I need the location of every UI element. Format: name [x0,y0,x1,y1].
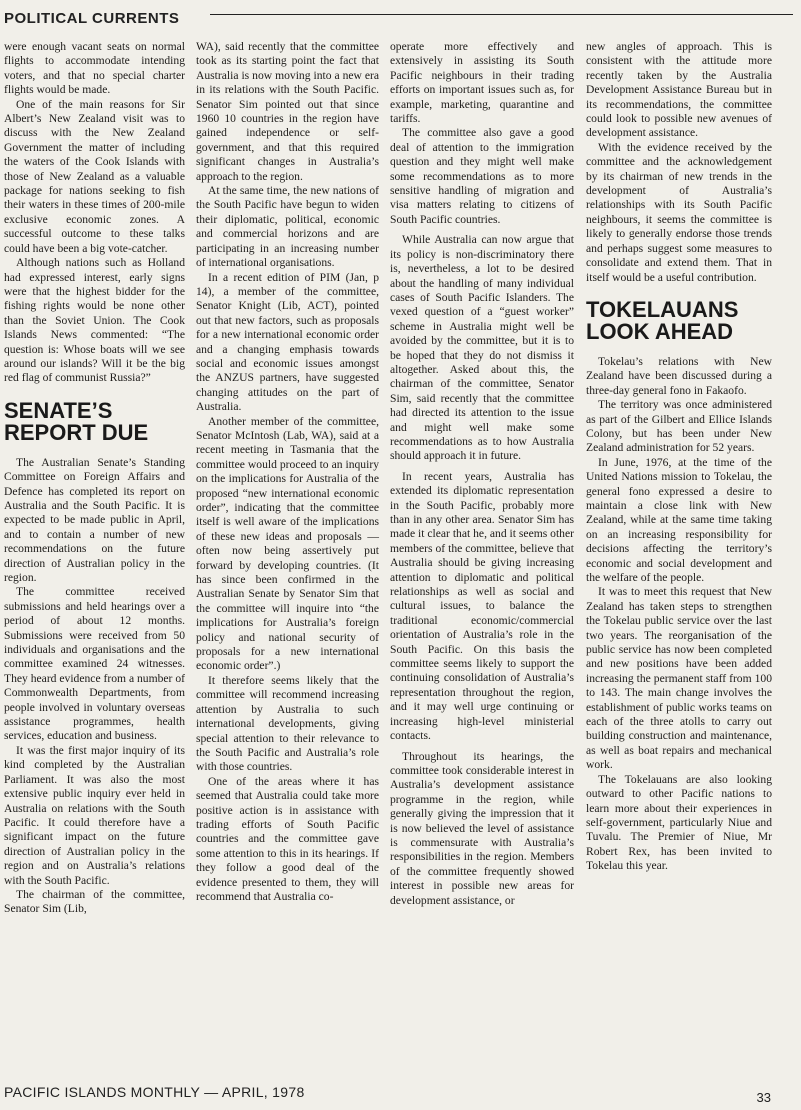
paragraph: The committee also gave a good deal of attention to the immigration question and they might well make some recommendations as to more sensitive handling of migration and visa matters relating to citizens of South Pacific countries. [390,126,574,226]
paragraph: WA), said recently that the committee took as its starting point the fact that Australia is now moving into a new era in its relations with the South Pacific. Senator Sim pointed out that since 1960 10 countries in the region have gained independence or self-government, and that this required significant changes in Australia’s approach to the region. [196,40,379,183]
paragraph: In a recent edition of PIM (Jan, p 14), a member of the committee, Senator Knight (Lib, ACT), pointed out that new factors, such as proposals for a new international economic order and a changing emphasis towards social and economic issues amongst the ANZUS partners, have suggested changing attitudes on the part of Australia. [196,270,379,414]
paragraph: The chairman of the committee, Senator Sim (Lib, [4,887,185,916]
paragraph: The Tokelauans are also looking outward to other Pacific nations to learn more about their experiences in self-government, particularly Niue and Tuvalu. The Premier of Niue, Mr Robert Rex, has been invited to Tokelau this year. [586,772,772,873]
column-3 [390,40,574,908]
paragraph: It therefore seems likely that the committee will recommend increasing attention by Australia to such international developments, giving special attention to their relevance to the South Pacific and Australia’s role with those countries. [196,673,379,774]
paragraph: operate more effectively and extensively in assisting its South Pacific neighbours in their trading efforts on important issues such as, for example, marketing, quarantine and tariffs. [390,40,574,126]
paragraph: It was to meet this request that New Zealand has taken steps to strengthen the Tokelau public service over the last two years. The reorganisation of the public service has now been completed and new positions have been added increasing the permanent staff from 100 to 143. The main change involves the establishment of public works teams on each of the three atolls to carry out building construction and maintenance, as well as boat repairs and mechanical work. [586,585,772,772]
header-rule [210,14,793,15]
column-4 [586,40,772,874]
column-1 [4,40,185,917]
article-heading-tokelau: TOKELAUANS LOOK AHEAD [586,296,739,344]
paragraph: The committee received submissions and held hearings over a period of about 12 months. Submissions were received from 50 individuals and organisations and the committee examined 24 witnesses. They heard evidence from a number of Commonwealth Departments, from people involved in voluntary overseas assistance programmes, health services, education and business. [4,585,185,743]
paragraph: In recent years, Australia has extended its diplomatic representation in the South Pacific, probably more than in any other area. Senator Sim has made it clear that he, and it seems other members of the committee, believe that Australia should be giving increasing attention to diplomatic and political relationships as well as social and cultural issues, to balance the traditional economic/commercial orientation of Australia’s role in the South Pacific. On this basis the committee seems likely to support the continuing consolidation of Australia’s representation throughout the region, and it may well urge continuing or increasing high-level ministerial contacts. [390,469,574,743]
paragraph: It was the first major inquiry of its kind completed by the Australian Parliament. It was also the most extensive public inquiry ever held in Australia on relations with the South Pacific. It could therefore have a significant impact on the future direction of Australian policy in the region and on Australia’s relations with the South Pacific. [4,743,185,887]
paragraph: Tokelau’s relations with New Zealand have been discussed during a three-day general fono in Fakaofo. [586,354,772,397]
article-heading-senate: SENATE’S REPORT DUE [4,397,149,445]
section-title: POLITICAL CURRENTS [4,10,180,27]
paragraph: were enough vacant seats on normal flights to accommodate intending voters, and that no special charter flights would be made. [4,40,185,97]
paragraph: Throughout its hearings, the committee took considerable interest in Australia’s development assistance programme in the region, while generally giving the impression that it is now believed the level of assistance is commensurate with Australia’s responsibilities in the region. Members of the committee frequently showed interest in possible new areas for development assistance, or [390,749,574,907]
publication-footer: PACIFIC ISLANDS MONTHLY — APRIL, 1978 [4,1084,305,1100]
paragraph: Although nations such as Holland had expressed interest, early signs were that the highest bidder for the fishing rights would be none other than the Soviet Union. The Cook Islands News commented: “The question is: Whose boats will we see around our islands? Will it be the big red flag of communist Russia?” [4,256,185,385]
paragraph: With the evidence received by the committee and the acknowledgement by its chairman of new trends in the development of Australia’s relationships with its South Pacific neighbours, it seems the committee is likely to generally endorse those trends and perhaps suggest some measures to consolidate and extend them. That in itself would be a useful contribution. [586,140,772,284]
page-number: 33 [756,1090,771,1105]
page-header [4,10,793,32]
column-2 [196,40,379,904]
paragraph: While Australia can now argue that its policy is non-discriminatory there is, nevertheless, a lot to be desired about the handling of many individual cases of South Pacific Islanders. The vexed question of a “guest worker” scheme in Australia might well be avoided by the committee, but it is to be hoped that they do not dismiss it altogether. Asked about this, the chairman of the committee, Senator Sim, said recently that the committee had directed its attention to the issue and might well make some recommendations as to how Australia should approach it in future. [390,233,574,463]
paragraph: One of the main reasons for Sir Albert’s New Zealand visit was to discuss with the New Zealand Government the matter of including the waters of the Cook Islands with those of New Zealand as a valuable package for nations seeking to fish their waters in these times of 200-mile exclusive economic zones. A successful outcome to these talks could have been a big vote-catcher. [4,97,185,255]
paragraph: The territory was once administered as part of the Gilbert and Ellice Islands Colony, but has been under New Zealand administration for 52 years. [586,398,772,455]
paragraph: The Australian Senate’s Standing Committee on Foreign Affairs and Defence has completed its report on Australia and the South Pacific. It is expected to be made public in April, and to contain a number of new recommendations on the future direction of Australian policy in the region. [4,455,185,584]
paragraph: Another member of the committee, Senator McIntosh (Lab, WA), said at a recent meeting in Tasmania that the committee would proceed to an inquiry on the implications for Australia of the proposed “new international economic order”, indicating that the committee itself is well aware of the implications of these new ideas and proposals — often now being assertively put forward by developing countries. (It has since been confirmed in the Australian Senate by Senator Sim that the committee will inquire into “the implications for Australia’s foreign policy and national security of proposals for a new international economic order”.) [196,414,379,673]
paragraph: new angles of approach. This is consistent with the attitude more recently taken by the Australia Development Assistance Bureau but in its recommendations, the committee could look to possible new avenues of development assistance. [586,40,772,140]
page-footer [0,1084,801,1104]
paragraph: In June, 1976, at the time of the United Nations mission to Tokelau, the general fono expressed a desire to maintain a close link with New Zealand, while at the same time taking on an increasing responsibility for decisions affecting the territory’s economic and social development and the welfare of the people. [586,455,772,584]
paragraph: At the same time, the new nations of the South Pacific have begun to widen their diplomatic, political, economic and commercial horizons and are participating in an increasing number of international organisations. [196,184,379,270]
paragraph: One of the areas where it has seemed that Australia could take more positive action is in assistance with trading efforts of South Pacific countries and the committee gave some attention to this in its hearings. If they follow a good deal of the evidence presented to them, they will recommend that Australia co- [196,774,379,903]
